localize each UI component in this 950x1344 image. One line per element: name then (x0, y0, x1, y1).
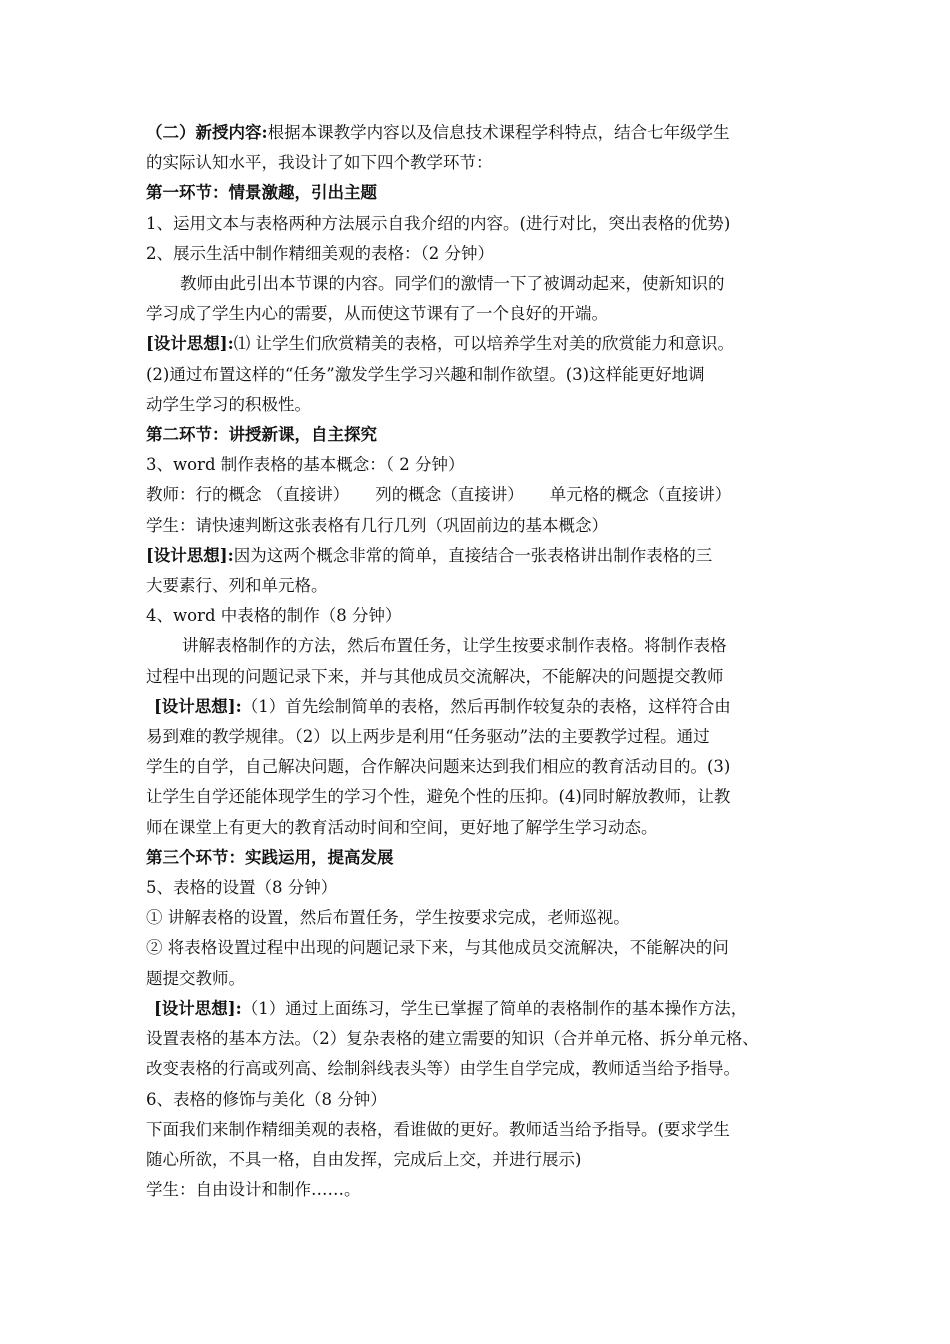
design-text: ⑴ 让学生们欣赏精美的表格，可以培养学生对美的欣赏能力和意识。 (233, 334, 734, 354)
section-intro (146, 118, 826, 148)
paragraph: 学习成了学生内心的需要，从而使这节课有了一个良好的开端。 (146, 304, 608, 324)
paragraph: 学生：请快速判断这张表格有几行几列（巩固前边的基本概念） (146, 515, 608, 535)
design-text: （1）通过上面练习，学生已掌握了简单的表格制作的基本操作方法， (241, 998, 748, 1018)
paragraph: 过程中出现的问题记录下来，并与其他成员交流解决，不能解决的问题提交教师 (146, 666, 724, 686)
design-thought (146, 541, 826, 571)
paragraph: 题提交教师。 (146, 968, 245, 988)
paragraph: 5、表格的设置（8 分钟） (146, 878, 338, 898)
design-label: [设计思想]: (146, 545, 234, 565)
paragraph: 下面我们来制作精细美观的表格，看谁做的更好。教师适当给予指导。(要求学生 (146, 1119, 730, 1139)
heading-stage-2: 第二环节：讲授新课，自主探究 (146, 425, 377, 445)
paragraph: 6、表格的修饰与美化（8 分钟） (146, 1089, 387, 1109)
paragraph: 动学生学习的积极性。 (146, 394, 311, 414)
paragraph: 教师由此引出本节课的内容。同学们的激情一下了被调动起来，使新知识的 (180, 274, 725, 294)
paragraph: 讲解表格制作的方法，然后布置任务，让学生按要求制作表格。将制作表格 (182, 636, 727, 656)
design-text: （1）首先绘制简单的表格，然后再制作较复杂的表格，这样符合由 (241, 696, 731, 716)
teacher-concepts (146, 480, 826, 510)
paragraph: 让学生自学还能体现学生的学习个性，避免个性的压抑。(4)同时解放教师，让教 (146, 787, 731, 807)
design-label: [设计思想]: (154, 696, 242, 716)
paragraph: 3、word 制作表格的基本概念：（ 2 分钟） (146, 455, 465, 475)
paragraph: 学生：自由设计和制作……。 (146, 1180, 361, 1200)
section-label: （二）新授内容: (146, 123, 268, 142)
design-label: [设计思想]: (146, 334, 234, 354)
concept-row: 教师：行的概念 （直接讲） (146, 485, 350, 505)
concept-column: 列的概念（直接讲） (375, 485, 524, 505)
heading-stage-3: 第三个环节：实践运用，提高发展 (146, 847, 394, 867)
paragraph: 师在课堂上有更大的教育活动时间和空间，更好地了解学生学习动态。 (146, 817, 658, 837)
paragraph: 设置表格的基本方法。（2）复杂表格的建立需要的知识（合并单元格、拆分单元格、 (146, 1029, 759, 1049)
paragraph: 大要素行、列和单元格。 (146, 576, 328, 596)
paragraph: (2)通过布置这样的“任务”激发学生学习兴趣和制作欲望。(3)这样能更好地调 (146, 364, 705, 384)
paragraph: 4、word 中表格的制作（8 分钟） (146, 606, 402, 626)
paragraph: 易到难的教学规律。（2）以上两步是利用“任务驱动”法的主要教学过程。通过 (146, 727, 710, 747)
design-label: [设计思想]: (154, 998, 242, 1018)
paragraph: 1、运用文本与表格两种方法展示自我介绍的内容。(进行对比，突出表格的优势) (146, 213, 731, 233)
paragraph: ② 将表格设置过程中出现的问题记录下来，与其他成员交流解决，不能解决的问 (146, 938, 729, 958)
paragraph: 随心所欲，不具一格，自由发挥，完成后上交，并进行展示) (146, 1149, 582, 1169)
paragraph: 的实际认知水平，我设计了如下四个教学环节： (146, 153, 493, 173)
paragraph: 学生的自学，自己解决问题，合作解决问题来达到我们相应的教育活动目的。(3) (146, 757, 731, 777)
design-text: 因为这两个概念非常的简单，直接结合一张表格讲出制作表格的三 (233, 545, 713, 565)
paragraph: ① 讲解表格的设置，然后布置任务，学生按要求完成，老师巡视。 (146, 908, 630, 928)
concept-cell: 单元格的概念（直接讲） (549, 485, 732, 505)
design-thought (146, 692, 826, 722)
design-thought (146, 329, 826, 359)
document-body (146, 118, 826, 1205)
heading-stage-1: 第一环节：情景激趣，引出主题 (146, 183, 377, 203)
section-intro-text: 根据本课教学内容以及信息技术课程学科特点，结合七年级学生 (267, 123, 730, 142)
paragraph: 2、展示生活中制作精细美观的表格：（2 分钟） (146, 243, 494, 263)
design-thought (146, 994, 826, 1024)
paragraph: 改变表格的行高或列高、绘制斜线表头等）由学生自学完成，教师适当给予指导。 (146, 1059, 740, 1079)
